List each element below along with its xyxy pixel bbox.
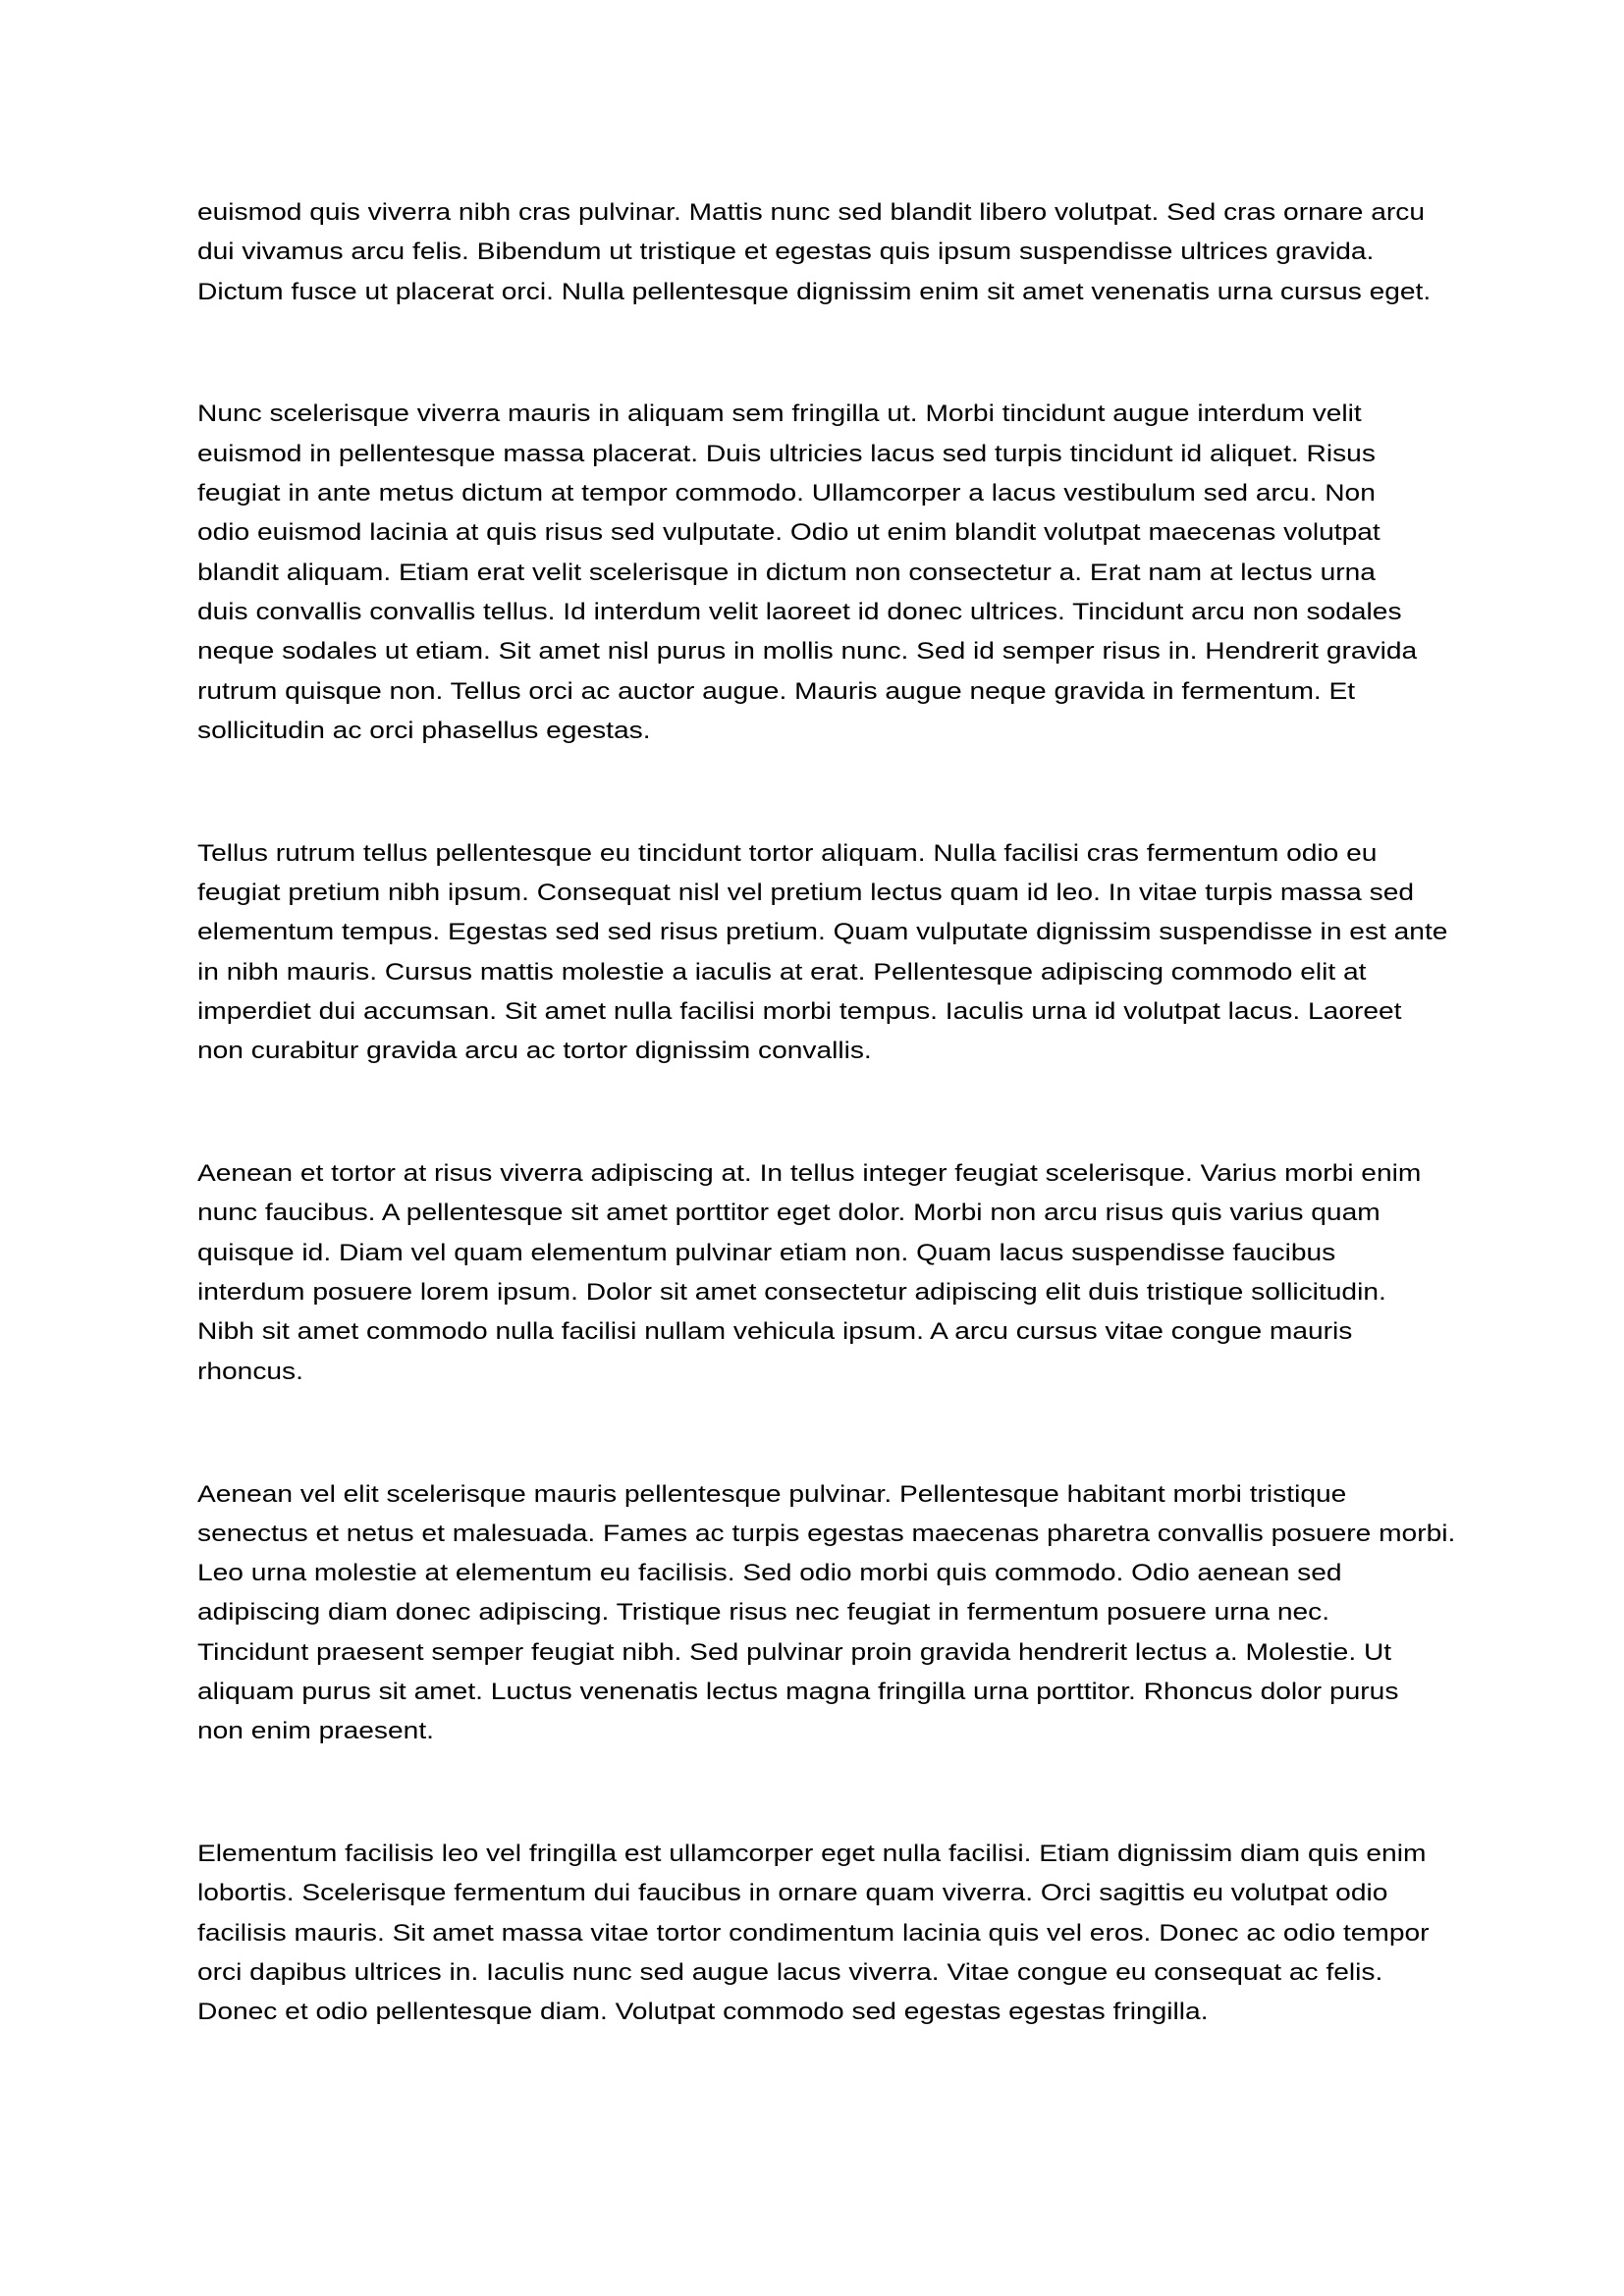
text-line: Aenean et tortor at risus viverra adipiscing at. In tellus integer feugiat scelerisque. Varius morbi enim bbox=[197, 1160, 1422, 1188]
text-line: odio euismod lacinia at quis risus sed vulputate. Odio ut enim blandit volutpat maecenas volutpat bbox=[197, 519, 1380, 547]
text-line: feugiat pretium nibh ipsum. Consequat nisl vel pretium lectus quam id leo. In vitae turpis massa sed bbox=[197, 880, 1415, 907]
text-line: orci dapibus ultrices in. Iaculis nunc sed augue lacus viverra. Vitae congue eu consequat ac felis. bbox=[197, 1959, 1383, 1987]
text-line: Tincidunt praesent semper feugiat nibh. Sed pulvinar proin gravida hendrerit lectus a. Molestie. Ut bbox=[197, 1638, 1392, 1666]
text-line: rhoncus. bbox=[197, 1358, 303, 1385]
paragraph-4 bbox=[197, 1154, 1474, 1392]
text-line: Dictum fusce ut placerat orci. Nulla pellentesque dignissim enim sit amet venenatis urna cursus eget. bbox=[197, 278, 1432, 305]
text-line: Nibh sit amet commodo nulla facilisi nullam vehicula ipsum. A arcu cursus vitae congue mauris bbox=[197, 1318, 1353, 1346]
text-line: facilisis mauris. Sit amet massa vitae tortor condimentum lacinia quis vel eros. Donec ac odio tempor bbox=[197, 1919, 1430, 1947]
text-line: quisque id. Diam vel quam elementum pulvinar etiam non. Quam lacus suspendisse faucibus bbox=[197, 1239, 1336, 1266]
text-line: feugiat in ante metus dictum at tempor commodo. Ullamcorper a lacus vestibulum sed arcu. Non bbox=[197, 480, 1376, 507]
text-line: dui vivamus arcu felis. Bibendum ut tristique et egestas quis ipsum suspendisse ultrices gravida. bbox=[197, 239, 1375, 266]
document-body bbox=[197, 193, 1474, 2115]
text-line: duis convallis convallis tellus. Id interdum velit laoreet id donec ultrices. Tincidunt arcu non sodales bbox=[197, 598, 1402, 625]
text-line: Nunc scelerisque viverra mauris in aliquam sem fringilla ut. Morbi tincidunt augue interdum velit bbox=[197, 400, 1362, 428]
text-line: non curabitur gravida arcu ac tortor dignissim convallis. bbox=[197, 1038, 872, 1065]
text-line: Leo urna molestie at elementum eu facilisis. Sed odio morbi quis commodo. Odio aenean sed bbox=[197, 1560, 1342, 1587]
paragraph-5 bbox=[197, 1475, 1474, 1752]
paragraph-6 bbox=[197, 1835, 1474, 2032]
text-line: aliquam purus sit amet. Luctus venenatis lectus magna fringilla urna porttitor. Rhoncus dolor purus bbox=[197, 1678, 1399, 1705]
text-line: rutrum quisque non. Tellus orci ac auctor augue. Mauris augue neque gravida in fermentum. Et bbox=[197, 677, 1356, 705]
text-line: euismod in pellentesque massa placerat. Duis ultricies lacus sed turpis tincidunt id aliquet. Risus bbox=[197, 440, 1376, 467]
text-line: senectus et netus et malesuada. Fames ac turpis egestas maecenas pharetra convallis posuere morbi. bbox=[197, 1520, 1456, 1547]
text-line: elementum tempus. Egestas sed sed risus pretium. Quam vulputate dignissim suspendisse in est ante bbox=[197, 919, 1448, 946]
text-line: sollicitudin ac orci phasellus egestas. bbox=[197, 717, 651, 744]
text-line: Tellus rutrum tellus pellentesque eu tincidunt tortor aliquam. Nulla facilisi cras fermentum odio eu bbox=[197, 839, 1378, 867]
text-line: adipiscing diam donec adipiscing. Tristique risus nec feugiat in fermentum posuere urna nec. bbox=[197, 1599, 1330, 1627]
text-line: nunc faucibus. A pellentesque sit amet porttitor eget dolor. Morbi non arcu risus quis varius quam bbox=[197, 1200, 1380, 1227]
text-line: lobortis. Scelerisque fermentum dui faucibus in ornare quam viverra. Orci sagittis eu volutpat odio bbox=[197, 1880, 1388, 1907]
text-line: interdum posuere lorem ipsum. Dolor sit amet consectetur adipiscing elit duis tristique sollicitudin. bbox=[197, 1279, 1386, 1307]
paragraph-3 bbox=[197, 834, 1474, 1072]
text-line: neque sodales ut etiam. Sit amet nisl purus in mollis nunc. Sed id semper risus in. Hendrerit gravida bbox=[197, 638, 1418, 666]
text-line: euismod quis viverra nibh cras pulvinar. Mattis nunc sed blandit libero volutpat. Sed cras ornare arcu bbox=[197, 199, 1425, 226]
paragraph-2 bbox=[197, 395, 1474, 751]
text-line: Elementum facilisis leo vel fringilla est ullamcorper eget nulla facilisi. Etiam dignissim diam quis enim bbox=[197, 1841, 1427, 1868]
text-line: in nibh mauris. Cursus mattis molestie a iaculis at erat. Pellentesque adipiscing commodo elit at bbox=[197, 958, 1367, 986]
text-line: non enim praesent. bbox=[197, 1718, 434, 1745]
text-line: Donec et odio pellentesque diam. Volutpat commodo sed egestas egestas fringilla. bbox=[197, 1999, 1209, 2026]
text-line: Aenean vel elit scelerisque mauris pellentesque pulvinar. Pellentesque habitant morbi tristique bbox=[197, 1480, 1347, 1508]
text-line: imperdiet dui accumsan. Sit amet nulla facilisi morbi tempus. Iaculis urna id volutpat lacus. Laoreet bbox=[197, 997, 1402, 1025]
paragraph-1 bbox=[197, 193, 1474, 312]
text-line: blandit aliquam. Etiam erat velit scelerisque in dictum non consectetur a. Erat nam at lectus urna bbox=[197, 559, 1376, 586]
